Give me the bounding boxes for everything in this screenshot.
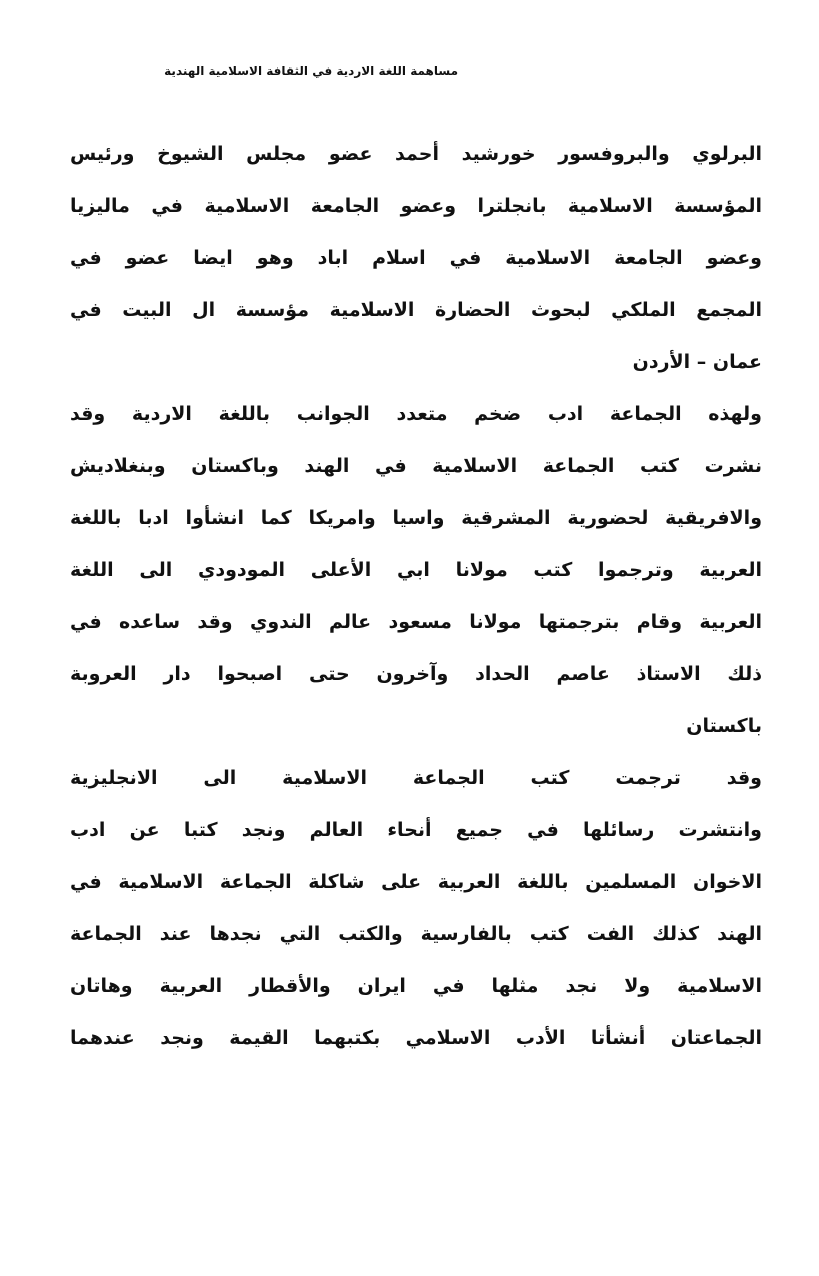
text-line: ولهذه الجماعة ادب ضخم متعدد الجوانب باللغة الاردية وقد xyxy=(70,403,762,425)
text-line: الاخوان المسلمين باللغة العربية على شاكلة الجماعة الاسلامية في xyxy=(70,871,762,893)
text-line: عمان – الأردن xyxy=(632,351,762,373)
text-line: نشرت كتب الجماعة الاسلامية في الهند وباكستان وبنغلاديش xyxy=(70,455,762,477)
paragraph-3 xyxy=(70,752,762,1064)
paragraph-1 xyxy=(70,128,762,388)
text-line: وقد ترجمت كتب الجماعة الاسلامية الى الانجليزية xyxy=(70,767,762,789)
text-line: البرلوي والبروفسور خورشيد أحمد عضو مجلس الشيوخ ورئيس xyxy=(70,143,762,165)
text-line: المجمع الملكي لبحوث الحضارة الاسلامية مؤسسة ال البيت في xyxy=(70,299,762,321)
running-header: مساهمة اللغة الاردية في الثقافة الاسلامية الهندية xyxy=(164,64,458,78)
text-line: العربية وقام بترجمتها مولانا مسعود عالم الندوي وقد ساعده في xyxy=(70,611,762,633)
text-line: الجماعتان أنشأتا الأدب الاسلامي بكتبهما القيمة ونجد عندهما xyxy=(70,1027,762,1049)
text-line: باكستان xyxy=(686,715,762,737)
text-line: العربية وترجموا كتب مولانا ابي الأعلى المودودي الى اللغة xyxy=(70,559,762,581)
text-line: الهند كذلك الفت كتب بالفارسية والكتب التي نجدها عند الجماعة xyxy=(70,923,762,945)
text-line: المؤسسة الاسلامية بانجلترا وعضو الجامعة الاسلامية في ماليزيا xyxy=(70,195,762,217)
text-line: ذلك الاستاذ عاصم الحداد وآخرون حتى اصبحوا دار العروبة xyxy=(70,663,762,685)
text-line: وانتشرت رسائلها في جميع أنحاء العالم ونجد كتبا عن ادب xyxy=(70,819,762,841)
paragraph-2 xyxy=(70,388,762,752)
text-line: وعضو الجامعة الاسلامية في اسلام اباد وهو ايضا عضو في xyxy=(70,247,762,269)
text-line: الاسلامية ولا نجد مثلها في ايران والأقطار العربية وهاتان xyxy=(70,975,762,997)
text-line: والافريقية لحضورية المشرقية واسيا وامريكا كما انشأوا ادبا باللغة xyxy=(70,507,762,529)
